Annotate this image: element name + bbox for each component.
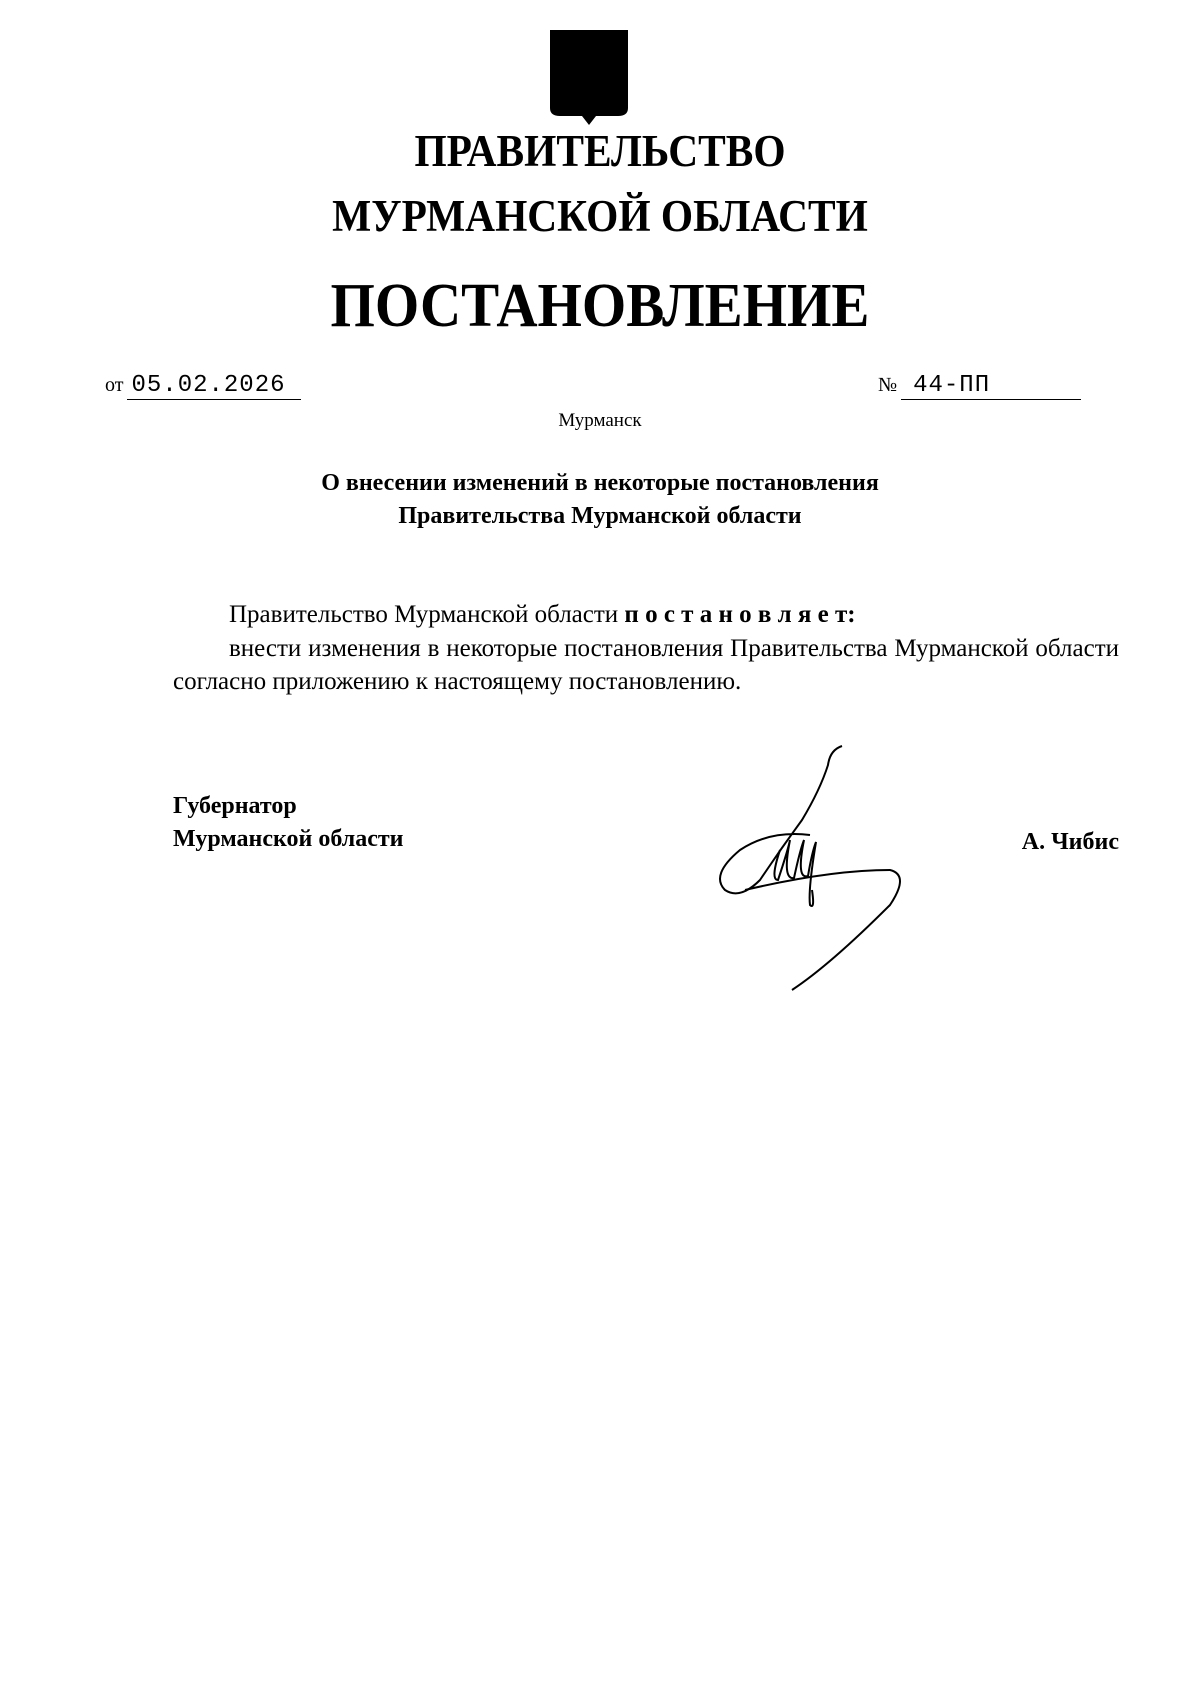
coat-of-arms-emblem bbox=[548, 30, 630, 126]
signatory-position-line1: Губернатор bbox=[173, 793, 297, 819]
document-number: 44-ПП bbox=[901, 372, 1081, 400]
number-field bbox=[878, 372, 1081, 400]
signatory-name: А. Чибис bbox=[1021, 829, 1119, 855]
document-date: 05.02.2026 bbox=[127, 372, 301, 400]
date-prefix: от bbox=[105, 374, 124, 396]
title-line1: О внесении изменений в некоторые постановления bbox=[321, 470, 879, 496]
date-field bbox=[105, 372, 301, 400]
org-name-line1: ПРАВИТЕЛЬСТВО bbox=[414, 126, 786, 176]
handwritten-signature bbox=[670, 740, 930, 995]
number-prefix: № bbox=[878, 374, 898, 396]
document-type: ПОСТАНОВЛЕНИЕ bbox=[330, 272, 870, 340]
title-line2: Правительства Мурманской области bbox=[398, 503, 802, 529]
signatory-position-line2: Мурманской области bbox=[173, 826, 404, 852]
city: Мурманск bbox=[558, 410, 642, 431]
decree-text: внести изменения в некоторые постановления Правительства Мурманской области согласно приложению к настоящему постановлению. bbox=[173, 635, 1119, 695]
decree-subject: Правительство Мурманской области bbox=[229, 601, 619, 628]
decree-intro bbox=[229, 598, 856, 631]
decree-verb: п о с т а н о в л я е т: bbox=[624, 601, 856, 628]
org-name-line2: МУРМАНСКОЙ ОБЛАСТИ bbox=[332, 191, 868, 241]
